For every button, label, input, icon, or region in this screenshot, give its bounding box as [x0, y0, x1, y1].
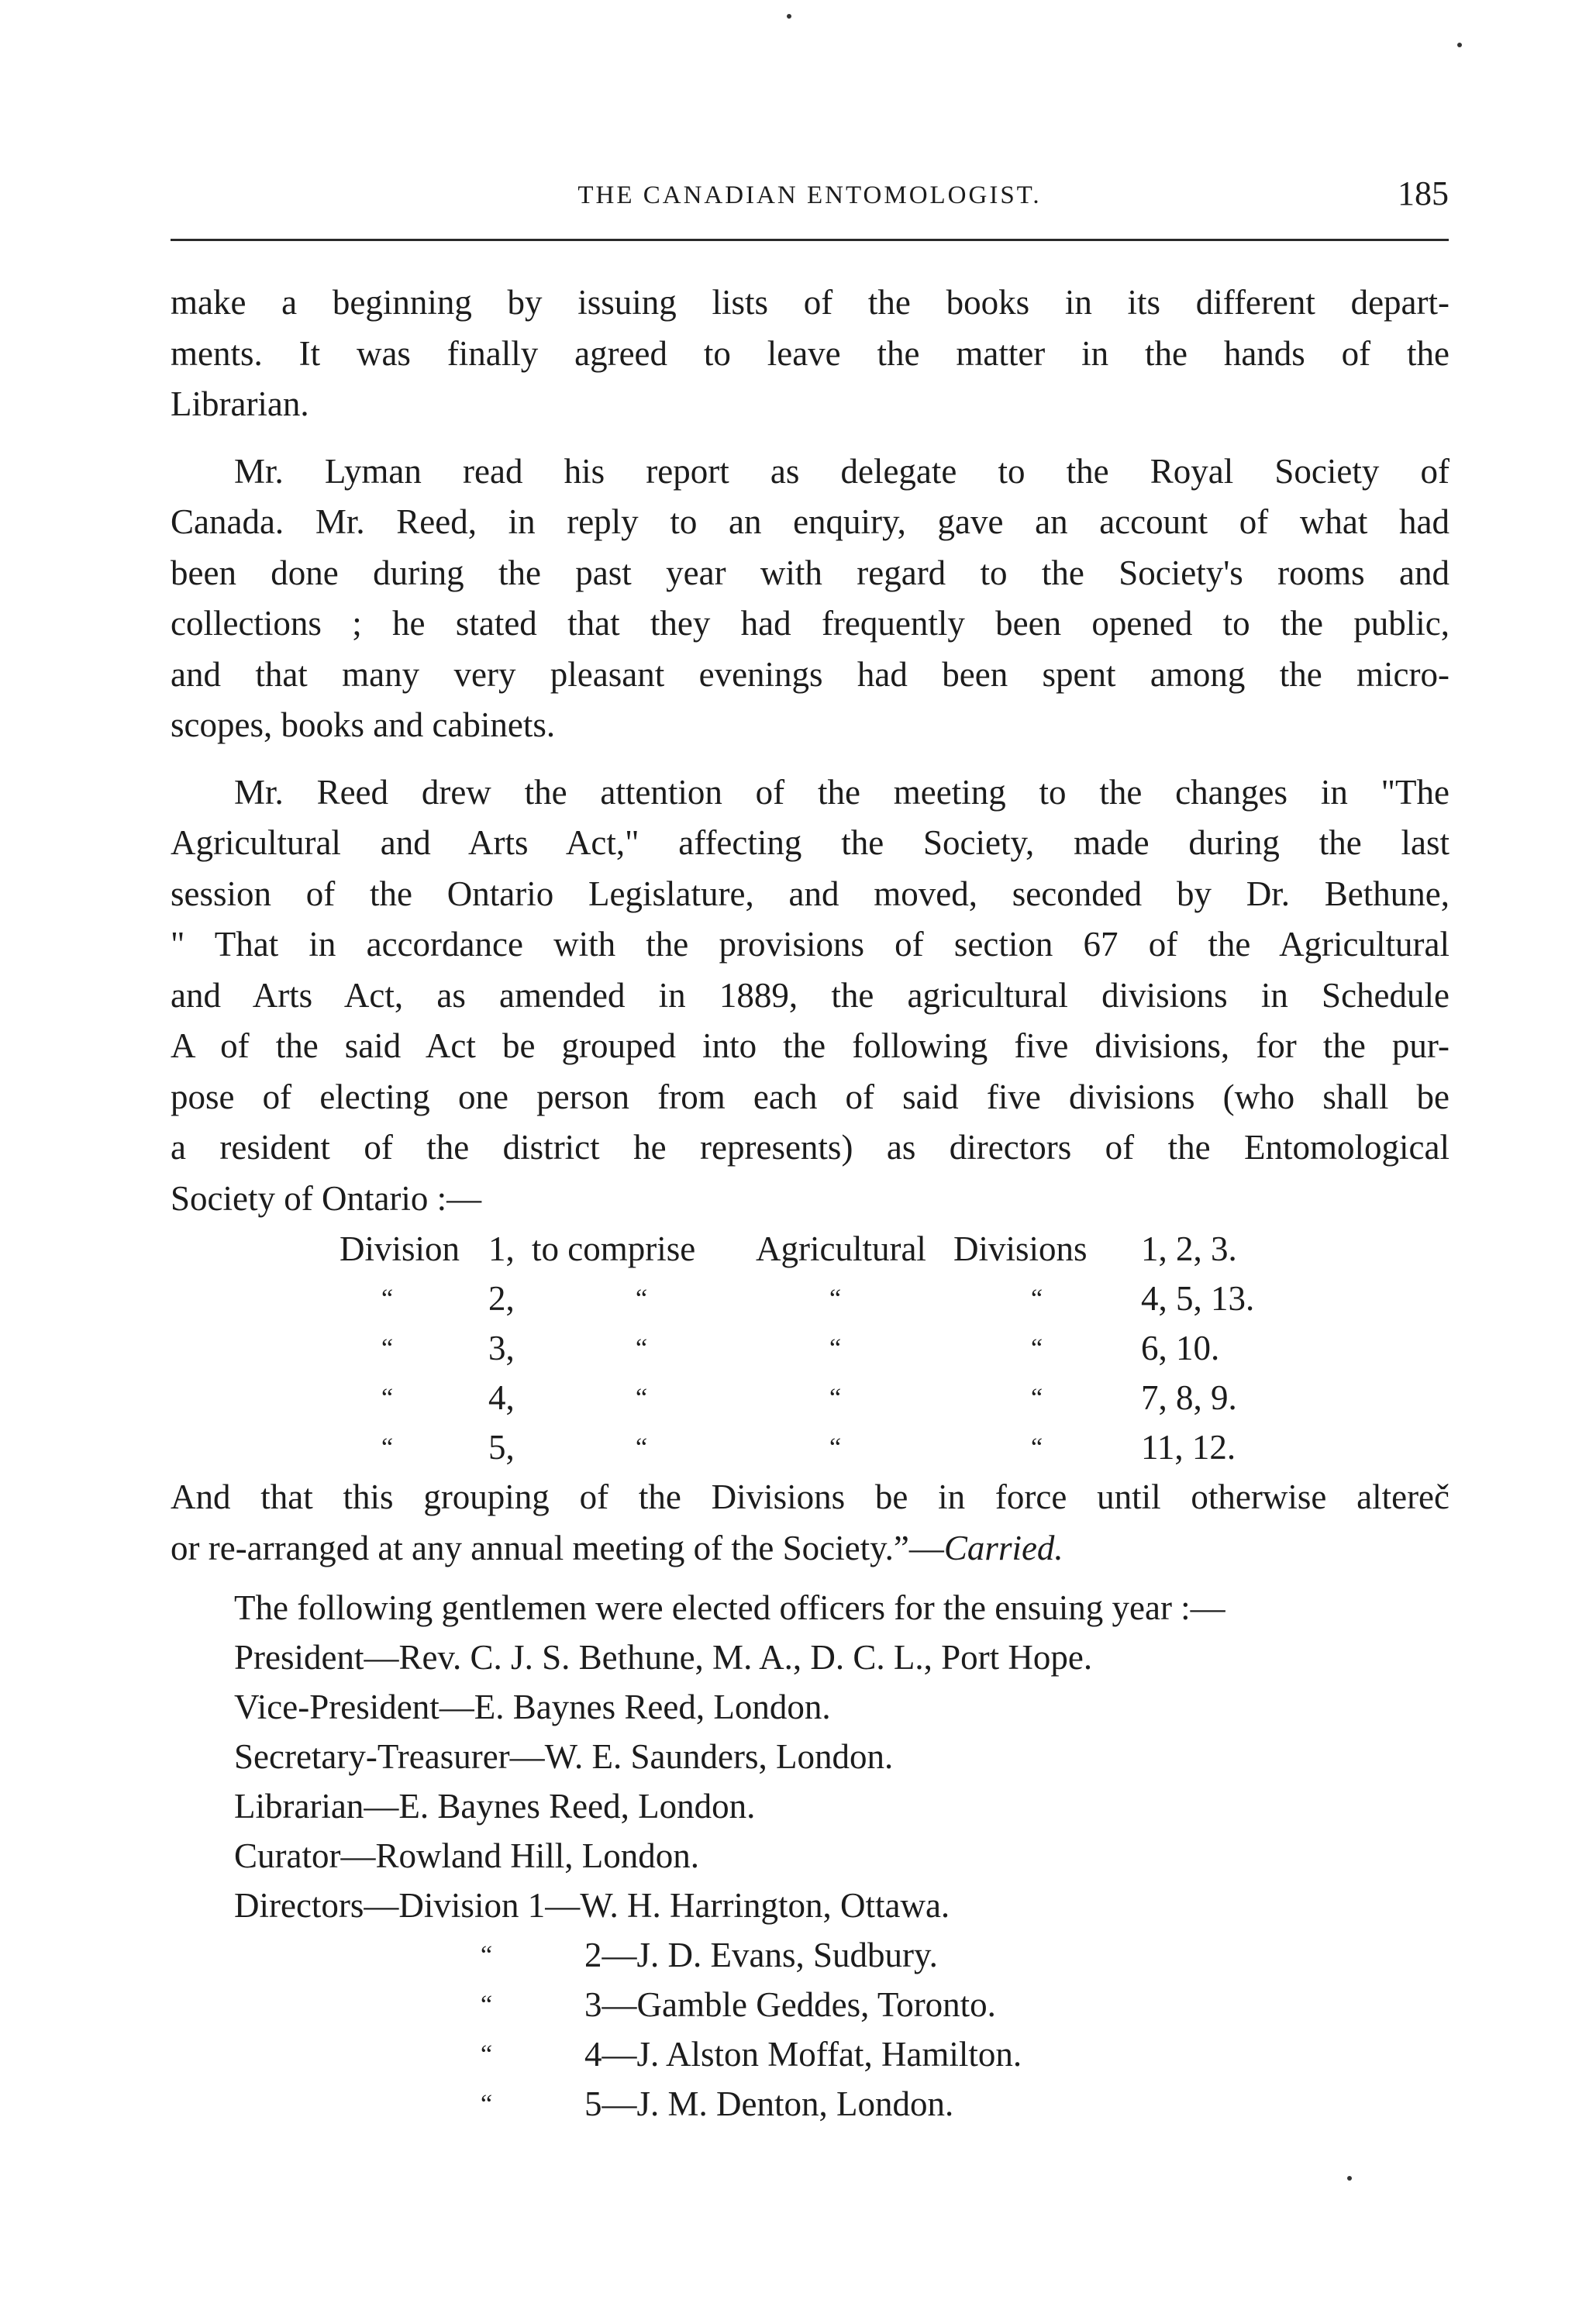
running-title: THE CANADIAN ENTOMOLOGIST.	[577, 181, 1042, 209]
officer-entry: President—Rev. C. J. S. Bethune, M. A., D. C. L., Port Hope.	[234, 1638, 1093, 1677]
division-number: 5,	[488, 1428, 515, 1467]
director-text: 5—J. M. Denton, London.	[584, 2084, 954, 2123]
ditto-mark: “	[829, 1433, 842, 1462]
division-label: Division	[340, 1229, 460, 1268]
ditto-mark: “	[829, 1334, 842, 1363]
comprise-label: to comprise	[532, 1229, 696, 1268]
division-list: 7, 8, 9.	[1141, 1378, 1237, 1417]
text-line: pose of electing one person from each of said five divisions (who shall be	[171, 1077, 1449, 1116]
paragraph-closing-resolution	[171, 1472, 1449, 1574]
text-line: Agricultural and Arts Act," affecting the Society, made during the last	[171, 823, 1449, 862]
text-line: been done during the past year with regard to the Society's rooms and	[171, 553, 1449, 592]
ditto-mark: “	[1031, 1284, 1043, 1313]
ditto-mark: “	[636, 1433, 648, 1462]
divisions-row	[171, 1323, 1488, 1373]
division-number: 1,	[488, 1229, 515, 1268]
division-number: 4,	[488, 1378, 515, 1417]
page-number: 185	[1398, 174, 1449, 212]
text-line: and that many very pleasant evenings had been spent among the micro-	[171, 654, 1449, 694]
officer-entry: Secretary-Treasurer—W. E. Saunders, London.	[234, 1737, 894, 1776]
ditto-mark: “	[381, 1433, 394, 1462]
running-head	[171, 174, 1449, 220]
officer-entry: Curator—Rowland Hill, London.	[234, 1836, 699, 1875]
director-entry	[171, 1930, 1449, 1980]
ditto-mark: “	[481, 2040, 493, 2069]
officers-intro: The following gentlemen were elected officers for the ensuing year :—	[234, 1588, 1225, 1627]
text-line: a resident of the district he represents) as directors of the Entomological	[171, 1128, 1449, 1167]
officer-entry: Vice-President—E. Baynes Reed, London.	[234, 1688, 831, 1726]
director-entry	[171, 1980, 1449, 2029]
paragraph-lyman-report	[171, 447, 1449, 751]
divisions-row	[171, 1274, 1488, 1323]
text-line: Mr. Reed drew the attention of the meeting to the changes in "The	[234, 772, 1449, 812]
division-list: 6, 10.	[1141, 1329, 1220, 1367]
text-line: Society of Ontario :—	[171, 1178, 482, 1218]
ditto-mark: “	[381, 1384, 394, 1412]
division-list: 11, 12.	[1141, 1428, 1236, 1467]
speck-mark	[1457, 43, 1462, 47]
text-line: collections ; he stated that they had frequently been opened to the public,	[171, 604, 1449, 643]
text-line: Mr. Lyman read his report as delegate to the Royal Society of	[234, 451, 1449, 491]
director-entry	[171, 2029, 1449, 2079]
director-text: 4—J. Alston Moffat, Hamilton.	[584, 2035, 1022, 2074]
divisions-row	[171, 1224, 1488, 1274]
ditto-mark: “	[1031, 1384, 1043, 1412]
ditto-mark: “	[481, 1991, 493, 2019]
text-line: make a beginning by issuing lists of the books in its different depart-	[171, 283, 1449, 322]
closing-text: or re-arranged at any annual meeting of the Society.”—	[171, 1528, 944, 1567]
divisions-table	[171, 1224, 1488, 1472]
ditto-mark: “	[1031, 1334, 1043, 1363]
paragraph-reed-motion	[171, 767, 1449, 1225]
ditto-mark: “	[481, 2090, 493, 2119]
text-line	[171, 1523, 1449, 1574]
text-line: " That in accordance with the provisions of section 67 of the Agricultural	[171, 925, 1449, 964]
text-line: Librarian.	[171, 384, 309, 423]
division-list: 1, 2, 3.	[1141, 1229, 1237, 1268]
director-text: 3—Gamble Geddes, Toronto.	[584, 1985, 996, 2024]
officer-entry: Librarian—E. Baynes Reed, London.	[234, 1787, 756, 1826]
text-line: session of the Ontario Legislature, and moved, seconded by Dr. Bethune,	[171, 874, 1449, 913]
ditto-mark: “	[636, 1334, 648, 1363]
ditto-mark: “	[381, 1284, 394, 1313]
director-text: 2—J. D. Evans, Sudbury.	[584, 1936, 938, 1974]
text-line: and Arts Act, as amended in 1889, the agricultural divisions in Schedule	[171, 975, 1449, 1015]
officer-entry: Directors—Division 1—W. H. Harrington, Ottawa.	[234, 1886, 950, 1925]
division-number: 2,	[488, 1279, 515, 1318]
ditto-mark: “	[1031, 1433, 1043, 1462]
ditto-mark: “	[481, 1941, 493, 1970]
speck-mark	[1347, 2176, 1352, 2181]
ditto-mark: “	[829, 1384, 842, 1412]
division-number: 3,	[488, 1329, 515, 1367]
directors-list	[171, 1930, 1449, 2129]
paragraph-continuation	[171, 278, 1449, 430]
text-line: And that this grouping of the Divisions be in force until otherwise altereč	[171, 1477, 1449, 1516]
director-entry	[171, 2079, 1449, 2129]
divisions-row	[171, 1373, 1488, 1422]
body-text	[171, 278, 1449, 2129]
text-line: Canada. Mr. Reed, in reply to an enquiry, gave an account of what had	[171, 502, 1449, 541]
ditto-mark: “	[381, 1334, 394, 1363]
divisions-row	[171, 1422, 1488, 1472]
ditto-mark: “	[636, 1384, 648, 1412]
text-line: scopes, books and cabinets.	[171, 705, 556, 744]
ditto-mark: “	[829, 1284, 842, 1313]
division-list: 4, 5, 13.	[1141, 1279, 1255, 1318]
speck-mark	[787, 14, 791, 19]
agricultural-label: Agricultural	[756, 1229, 926, 1268]
officers-list	[171, 1583, 1449, 1930]
ditto-mark: “	[636, 1284, 648, 1313]
text-line: A of the said Act be grouped into the following five divisions, for the pur-	[171, 1026, 1449, 1065]
header-rule	[171, 239, 1449, 241]
carried-label: Carried.	[943, 1528, 1063, 1567]
divisions-label: Divisions	[953, 1229, 1088, 1268]
text-line: ments. It was finally agreed to leave the matter in the hands of the	[171, 333, 1449, 373]
